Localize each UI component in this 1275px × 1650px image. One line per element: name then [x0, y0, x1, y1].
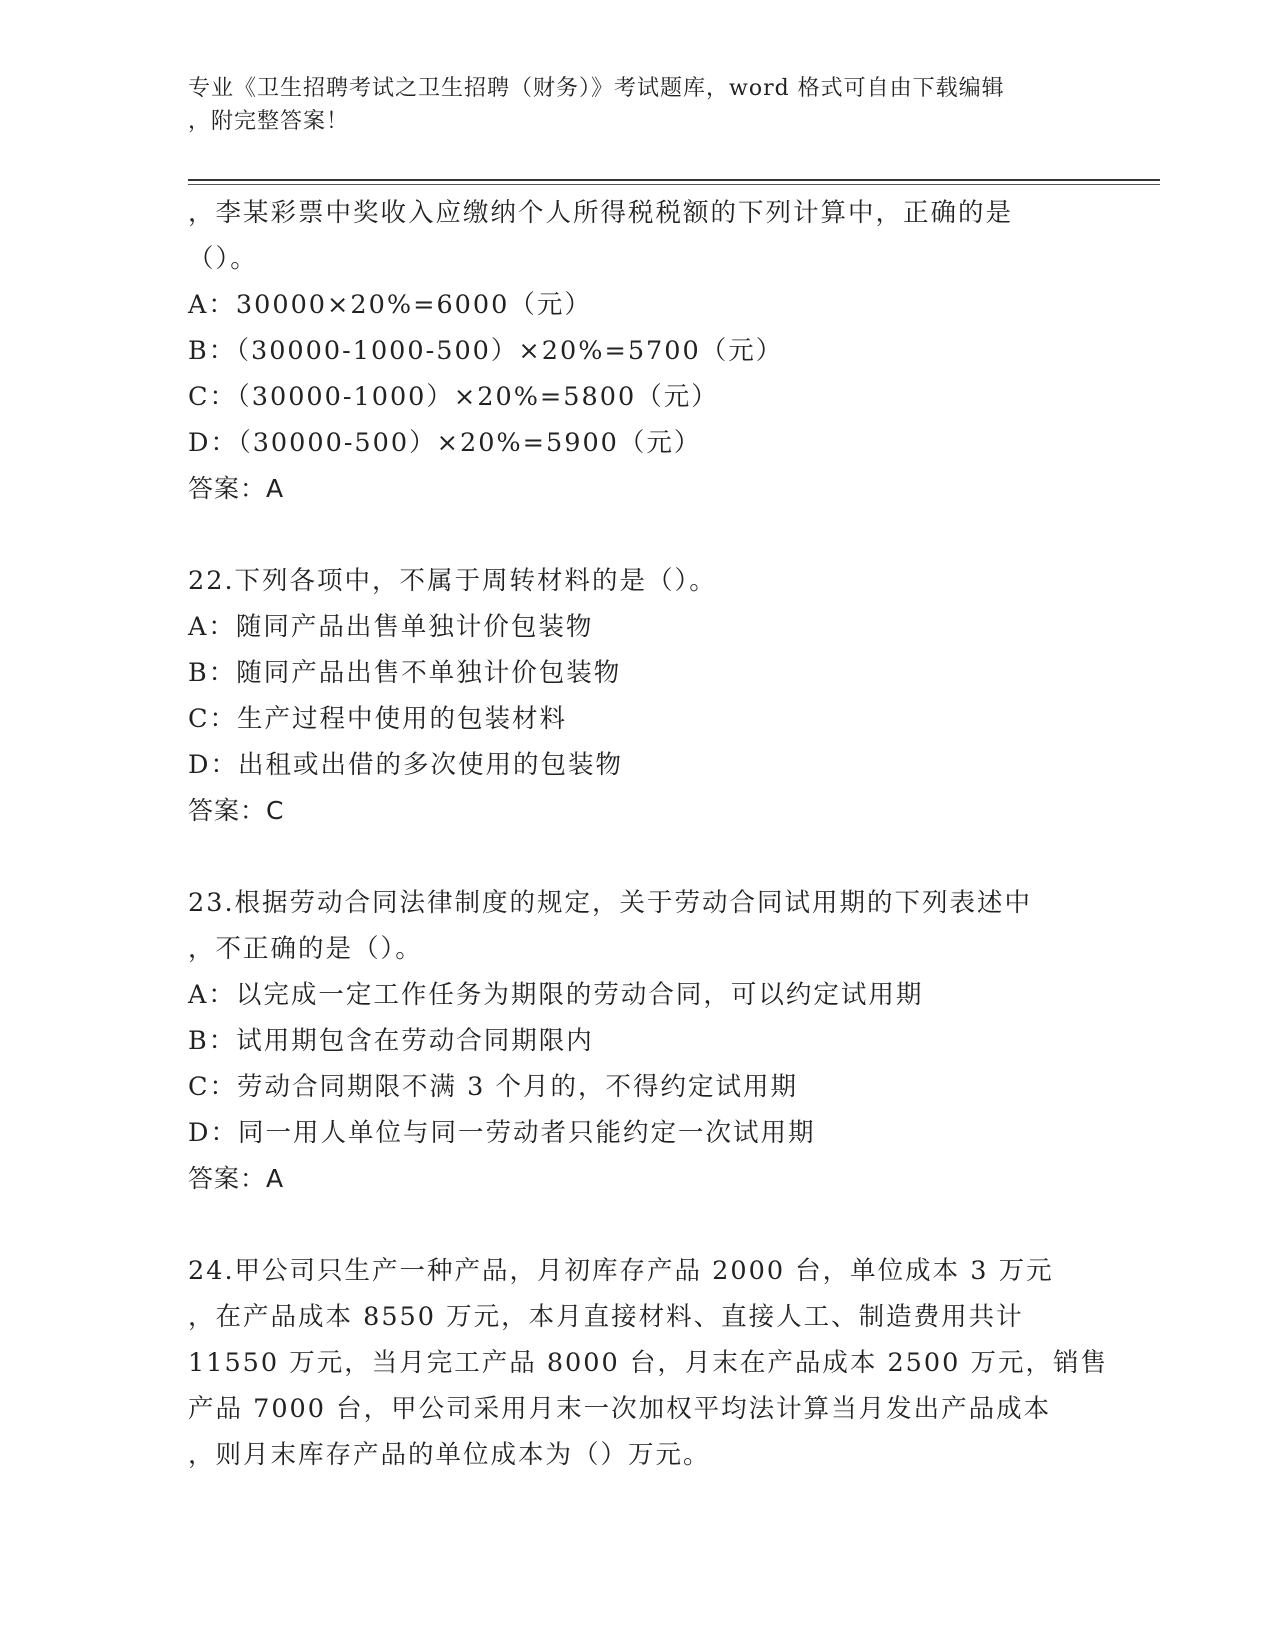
- answer-line: 答案：C: [188, 796, 285, 825]
- option-a: A：以完成一定工作任务为期限的劳动合同，可以约定试用期: [188, 980, 924, 1010]
- option-d: D：（30000-500）×20%=5900（元）: [188, 428, 702, 458]
- question-stem: 24.甲公司只生产一种产品，月初库存产品 2000 台，单位成本 3 万元: [188, 1256, 1054, 1286]
- question-stem: ，则月末库存产品的单位成本为（）万元。: [188, 1440, 711, 1470]
- question-stem: 产品 7000 台，甲公司采用月末一次加权平均法计算当月发出产品成本: [188, 1394, 1052, 1424]
- option-d: D：同一用人单位与同一劳动者只能约定一次试用期: [188, 1118, 816, 1148]
- question-24: [188, 1248, 1108, 1478]
- answer-line: 答案：A: [188, 1164, 285, 1193]
- question-stem: ，李某彩票中奖收入应缴纳个人所得税税额的下列计算中，正确的是: [188, 198, 1014, 228]
- header-line-1: 专业《卫生招聘考试之卫生招聘（财务）》考试题库，word 格式可自由下载编辑: [188, 76, 1005, 101]
- option-c: C：劳动合同期限不满 3 个月的，不得约定试用期: [188, 1072, 798, 1102]
- option-b: B：试用期包含在劳动合同期限内: [188, 1026, 594, 1056]
- question-23: [188, 880, 1088, 1202]
- question-spacer: [188, 834, 1088, 880]
- question-stem: ，不正确的是（）。: [188, 934, 423, 964]
- question-stem: 22.下列各项中，不属于周转材料的是（）。: [188, 566, 717, 596]
- option-d: D：出租或出借的多次使用的包装物: [188, 750, 623, 780]
- header-line-2: ，附完整答案！: [188, 109, 350, 134]
- header-divider-thick: [188, 179, 1160, 181]
- option-b: B：随同产品出售不单独计价包装物: [188, 658, 622, 688]
- question-content: [188, 190, 1108, 1478]
- option-c: C：（30000-1000）×20%=5800（元）: [188, 382, 719, 412]
- question-21: [188, 190, 1088, 512]
- option-a: A：30000×20%=6000（元）: [188, 290, 592, 320]
- option-a: A：随同产品出售单独计价包装物: [188, 612, 594, 642]
- question-spacer: [188, 512, 1088, 558]
- question-stem: 23.根据劳动合同法律制度的规定，关于劳动合同试用期的下列表述中: [188, 888, 1033, 918]
- header-divider-thin: [188, 184, 1160, 185]
- question-spacer: [188, 1202, 1088, 1248]
- question-stem: 11550 万元，当月完工产品 8000 台，月末在产品成本 2500 万元，销售: [188, 1348, 1108, 1378]
- question-22: [188, 558, 1088, 834]
- option-c: C：生产过程中使用的包装材料: [188, 704, 568, 734]
- document-header: [188, 72, 1068, 138]
- question-stem: ，在产品成本 8550 万元，本月直接材料、直接人工、制造费用共计: [188, 1302, 1024, 1332]
- answer-line: 答案：A: [188, 474, 285, 503]
- option-b: B：（30000-1000-500）×20%=5700（元）: [188, 336, 784, 366]
- question-stem: （）。: [188, 244, 258, 274]
